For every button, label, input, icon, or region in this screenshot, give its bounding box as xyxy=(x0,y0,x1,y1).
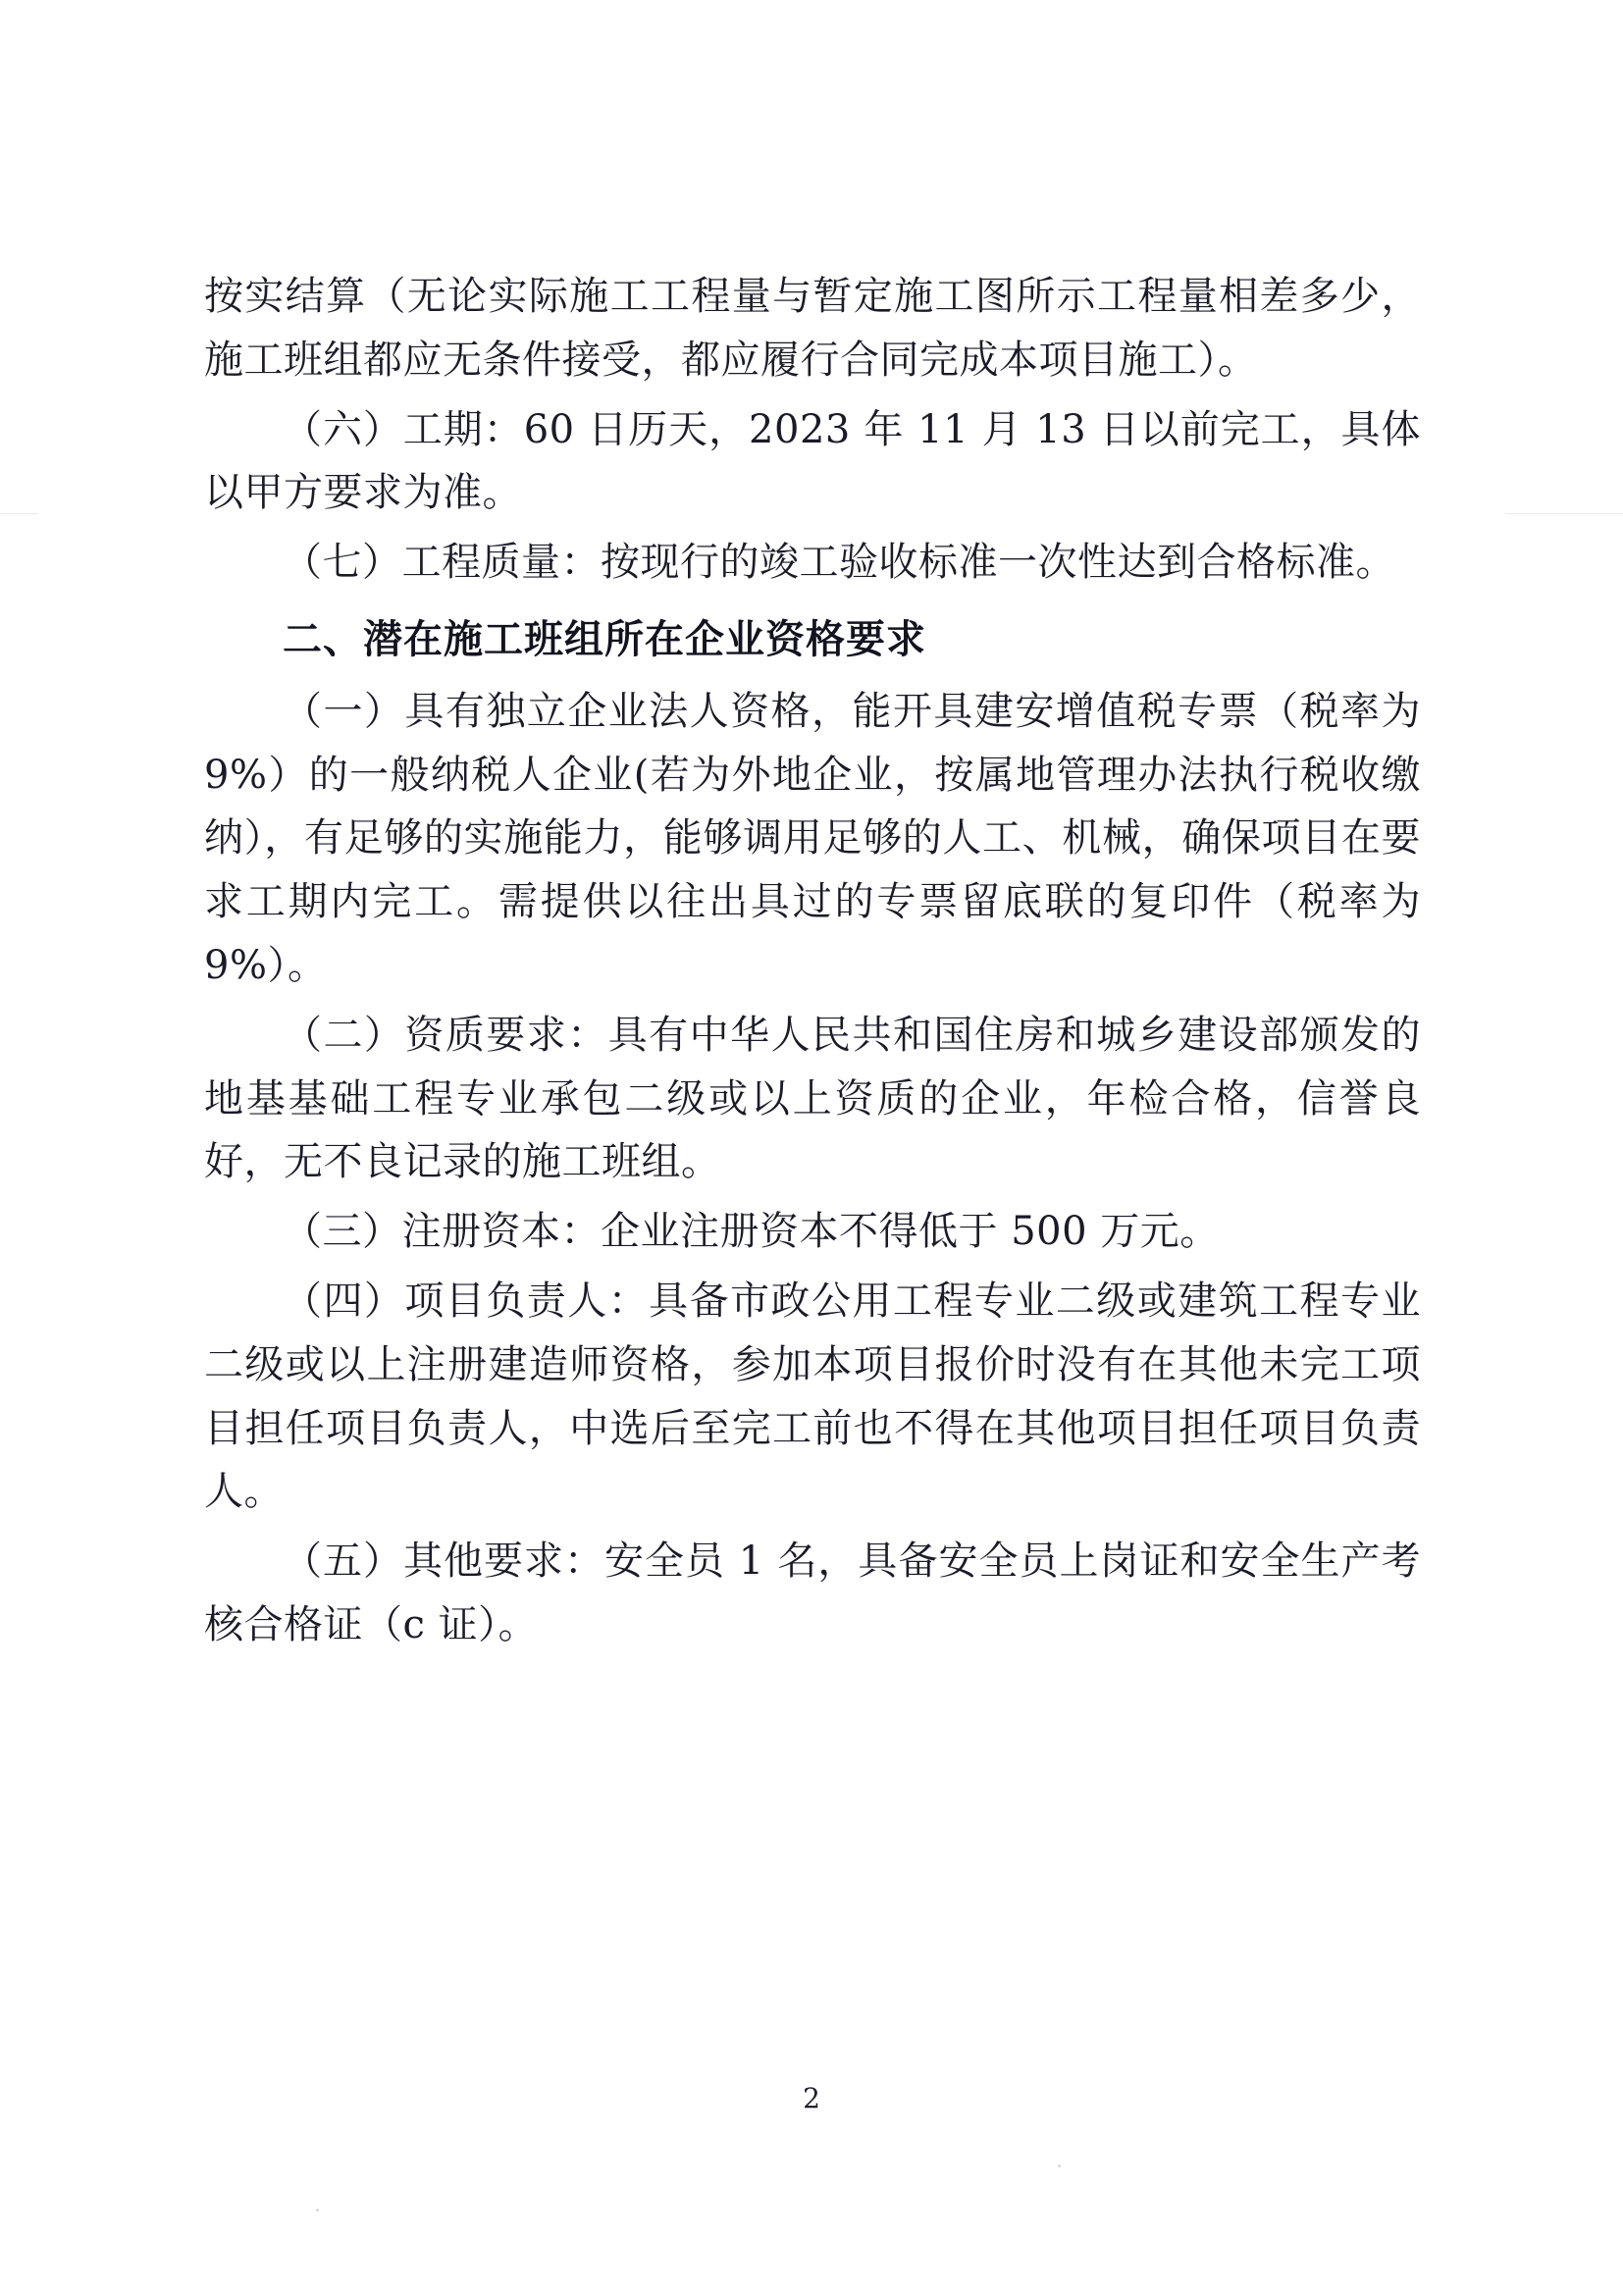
page-number: 2 xyxy=(803,2082,820,2114)
paragraph-qual-four-project-manager: （四）项目负责人：具备市政公用工程专业二级或建筑工程专业二级或以上注册建造师资格，参加本项目报价时没有在其他未完工项目担任项目负责人，中选后至完工前也不得在其他项目担任项目负责人。 xyxy=(204,1278,1421,1515)
paragraph-item-six-duration: （六）工期：60 日历天，2023 年 11 月 13 日以前完工，具体以甲方要求为准。 xyxy=(204,406,1421,516)
paragraph-qual-one-legal-person: （一）具有独立企业法人资格，能开具建安增值税专票（税率为 9%）的一般纳税人企业(若为外地企业，按属地管理办法执行税收缴纳），有足够的实施能力，能够调用足够的人工、机械，确保项目在要求工期内完工。需提供以往出具过的专票留底联的复印件（税率为 9%）。 xyxy=(204,688,1421,988)
scan-artifact-line-left xyxy=(0,513,37,514)
paragraph-qual-three-capital: （三）注册资本：企业注册资本不得低于 500 万元。 xyxy=(283,1209,1220,1255)
scan-speck xyxy=(1058,2165,1061,2167)
paragraph-qual-five-other: （五）其他要求：安全员 1 名，具备安全员上岗证和安全生产考核合格证（c 证）。 xyxy=(204,1539,1421,1647)
paragraph-qual-two-qualification: （二）资质要求：具有中华人民共和国住房和城乡建设部颁发的地基基础工程专业承包二级或以上资质的企业，年检合格，信誉良好，无不良记录的施工班组。 xyxy=(204,1012,1421,1185)
scan-speck xyxy=(316,2209,319,2212)
scan-artifact-line-right xyxy=(1505,513,1623,514)
document-body xyxy=(204,265,1421,1663)
paragraph-continued-settlement: 按实结算（无论实际施工工程量与暂定施工图所示工程量相差多少，施工班组都应无条件接受，都应履行合同完成本项目施工）。 xyxy=(204,274,1421,383)
paragraph-item-seven-quality: （七）工程质量：按现行的竣工验收标准一次性达到合格标准。 xyxy=(283,540,1395,586)
section-heading-qualification: 二、潜在施工班组所在企业资格要求 xyxy=(283,616,926,662)
